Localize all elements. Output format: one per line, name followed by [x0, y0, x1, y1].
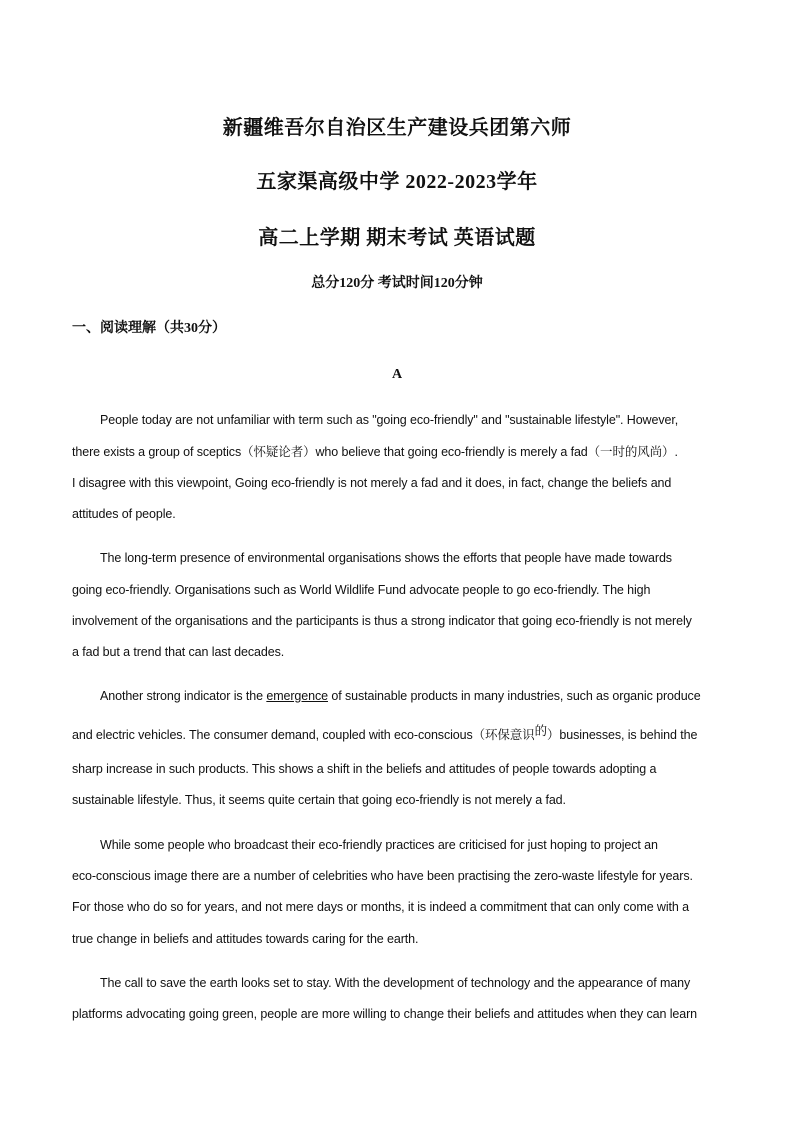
passage-label: A — [391, 367, 403, 382]
exam-info: 总分120分 考试时间120分钟 — [311, 276, 483, 291]
paragraph-2-line-4: a fad but a trend that can last decades. — [72, 645, 285, 659]
exam-title: 高二上学期 期末考试 英语试题 — [258, 227, 536, 249]
paragraph-4-line-3: For those who do so for years, and not mere days or months, it is indeed a commitment that can only come with a — [72, 900, 689, 914]
paragraph-2-line-3: involvement of the organisations and the participants is thus a strong indicator that going eco-friendly is not merely — [72, 614, 692, 628]
paragraph-1-line-1: People today are not unfamiliar with term such as "going eco-friendly" and "sustainable lifestyle". However, — [100, 413, 679, 427]
paragraph-3-line-4: sustainable lifestyle. Thus, it seems quite certain that going eco-friendly is not merely a fad. — [72, 793, 566, 807]
paragraph-5-line-2: platforms advocating going green, people are more willing to change their beliefs and attitudes when they can learn — [72, 1007, 698, 1021]
section-heading: 一、阅读理解（共30分） — [72, 321, 226, 336]
paragraph-3-text: ）businesses, is behind the — [547, 728, 698, 742]
paragraph-1-line-3: I disagree with this viewpoint, Going eco-friendly is not merely a fad and it does, in fact, change the beliefs and — [72, 476, 672, 490]
paragraph-4-line-4: true change in beliefs and attitudes towards caring for the earth. — [72, 932, 419, 946]
paragraph-5-line-1: The call to save the earth looks set to stay. With the development of technology and the appearance of many — [100, 976, 691, 990]
paragraph-2-line-2: going eco-friendly. Organisations such as World Wildlife Fund advocate people to go eco-friendly. The high — [72, 583, 651, 597]
superscript-char: 的 — [534, 724, 548, 738]
school-year-title: 五家渠高级中学 2022-2023学年 — [256, 171, 538, 193]
paragraph-3-line-3: sharp increase in such products. This shows a shift in the beliefs and attitudes of people towards adopting a — [72, 762, 657, 776]
paragraph-3-text: Another strong indicator is the — [100, 689, 267, 703]
paragraph-3-line-1 — [100, 687, 732, 705]
paragraph-4-line-2: eco-conscious image there are a number of celebrities who have been practising the zero-waste lifestyle for years. — [72, 869, 693, 883]
paragraph-3-text: and electric vehicles. The consumer demand, coupled with eco-conscious（环保意识 — [72, 728, 535, 742]
paragraph-3-line-2 — [72, 726, 732, 744]
school-title: 新疆维吾尔自治区生产建设兵团第六师 — [222, 117, 572, 139]
paragraph-3-text: of sustainable products in many industries, such as organic produce — [327, 689, 701, 703]
paragraph-1-line-4: attitudes of people. — [72, 507, 176, 521]
paragraph-2-line-1: The long-term presence of environmental organisations shows the efforts that people have made towards — [100, 551, 672, 565]
paragraph-4-line-1: While some people who broadcast their eco-friendly practices are criticised for just hoping to project an — [100, 838, 658, 852]
underlined-word: emergence — [266, 689, 328, 703]
paragraph-1-line-2: there exists a group of sceptics（怀疑论者）who believe that going eco-friendly is merely a fad（一时的风尚）. — [72, 445, 678, 459]
